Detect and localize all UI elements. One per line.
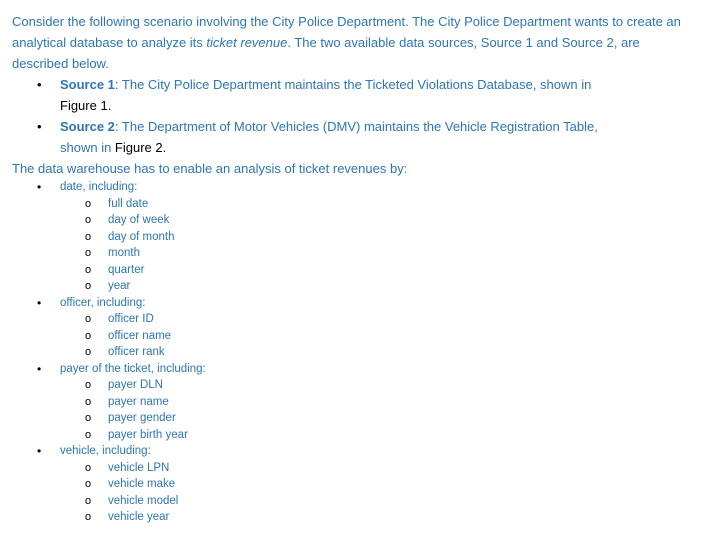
list-item (12, 328, 692, 345)
attribute-list (12, 460, 692, 526)
dimension-label: date, including: (60, 181, 138, 193)
list-item (12, 476, 692, 493)
bullet-icon: • (37, 361, 42, 376)
circle-bullet-icon: o (85, 395, 92, 408)
circle-bullet-icon: o (85, 494, 92, 507)
attribute-label: vehicle year (108, 511, 170, 523)
attribute-list (12, 377, 692, 443)
dimension-officer (12, 295, 692, 361)
figure-ref: Figure 1 (60, 98, 108, 113)
list-item (12, 460, 692, 477)
attribute-label: payer DLN (108, 379, 163, 391)
circle-bullet-icon: o (85, 214, 92, 226)
list-item (12, 344, 692, 361)
attribute-label: vehicle make (108, 478, 176, 490)
attribute-label: payer gender (108, 412, 176, 424)
circle-bullet-icon: o (85, 329, 92, 342)
dimension-payer (12, 361, 692, 444)
dimension-label: officer, including: (60, 296, 146, 309)
list-item (12, 278, 692, 295)
document-body (12, 11, 692, 526)
circle-bullet-icon: o (85, 230, 92, 243)
dimension-label: payer of the ticket, including: (60, 362, 206, 375)
circle-bullet-icon: o (85, 511, 92, 523)
list-item (12, 509, 692, 526)
attribute-label: vehicle model (108, 494, 179, 507)
attribute-label: officer name (108, 329, 172, 342)
list-item (12, 377, 692, 394)
circle-bullet-icon: o (85, 428, 92, 441)
attribute-label: full date (108, 197, 149, 210)
source-text-end: . (107, 98, 112, 113)
dimension-vehicle (12, 443, 692, 526)
list-item (12, 229, 692, 246)
intro-paragraph (12, 11, 692, 74)
circle-bullet-icon: o (85, 461, 92, 474)
bullet-icon: • (37, 295, 42, 310)
intro-text-start: Consider the following scenario involving the City Police Department. The City Police Department wants to create an analytical database to analyze its (12, 14, 681, 50)
intro-text-end: . The two available data sources, Source 1 and Source 2, are described below. (12, 35, 640, 71)
circle-bullet-icon: o (85, 280, 92, 292)
bullet-icon: • (37, 119, 42, 134)
circle-bullet-icon: o (85, 379, 92, 391)
circle-bullet-icon: o (85, 263, 92, 276)
attribute-label: payer birth year (108, 428, 188, 441)
attribute-label: officer rank (108, 346, 165, 358)
list-item (12, 410, 692, 427)
circle-bullet-icon: o (85, 346, 92, 358)
bullet-icon: • (37, 77, 42, 92)
source-label: Source 2 (60, 119, 115, 134)
source-label: Source 1 (60, 77, 115, 92)
attribute-label: day of month (108, 230, 175, 243)
list-item (12, 196, 692, 213)
list-item (12, 245, 692, 262)
warehouse-intro: The data warehouse has to enable an analysis of ticket revenues by: (12, 161, 408, 176)
list-item (12, 394, 692, 411)
circle-bullet-icon: o (85, 197, 92, 210)
circle-bullet-icon: o (85, 478, 92, 490)
source-text: : The Department of Motor Vehicles (DMV) maintains the Vehicle Registration Table, shown in (60, 119, 598, 155)
circle-bullet-icon: o (85, 313, 92, 325)
source-list (12, 74, 692, 158)
source-item-2 (12, 116, 630, 158)
source-text-end: . (162, 140, 167, 155)
list-item (12, 212, 692, 229)
attribute-label: vehicle LPN (108, 461, 170, 474)
bullet-icon: • (37, 444, 42, 458)
source-item-1 (12, 74, 630, 116)
list-item (12, 262, 692, 279)
circle-bullet-icon: o (85, 247, 92, 259)
dimension-label: vehicle, including: (60, 445, 151, 457)
attribute-label: officer ID (108, 313, 154, 325)
bullet-icon: • (37, 180, 42, 194)
attribute-label: year (108, 280, 131, 292)
attribute-label: day of week (108, 214, 170, 226)
dimension-date (12, 179, 692, 295)
list-item (12, 311, 692, 328)
dimension-list (12, 179, 692, 526)
circle-bullet-icon: o (85, 412, 92, 424)
attribute-label: quarter (108, 263, 145, 276)
list-item (12, 427, 692, 444)
attribute-list (12, 311, 692, 361)
attribute-label: month (108, 247, 140, 259)
figure-ref: Figure 2 (114, 140, 163, 155)
intro-emphasis: ticket revenue (206, 35, 288, 50)
list-item (12, 493, 692, 510)
attribute-label: payer name (108, 395, 169, 408)
attribute-list (12, 196, 692, 295)
source-text: : The City Police Department maintains the Ticketed Violations Database, shown in (114, 77, 592, 92)
